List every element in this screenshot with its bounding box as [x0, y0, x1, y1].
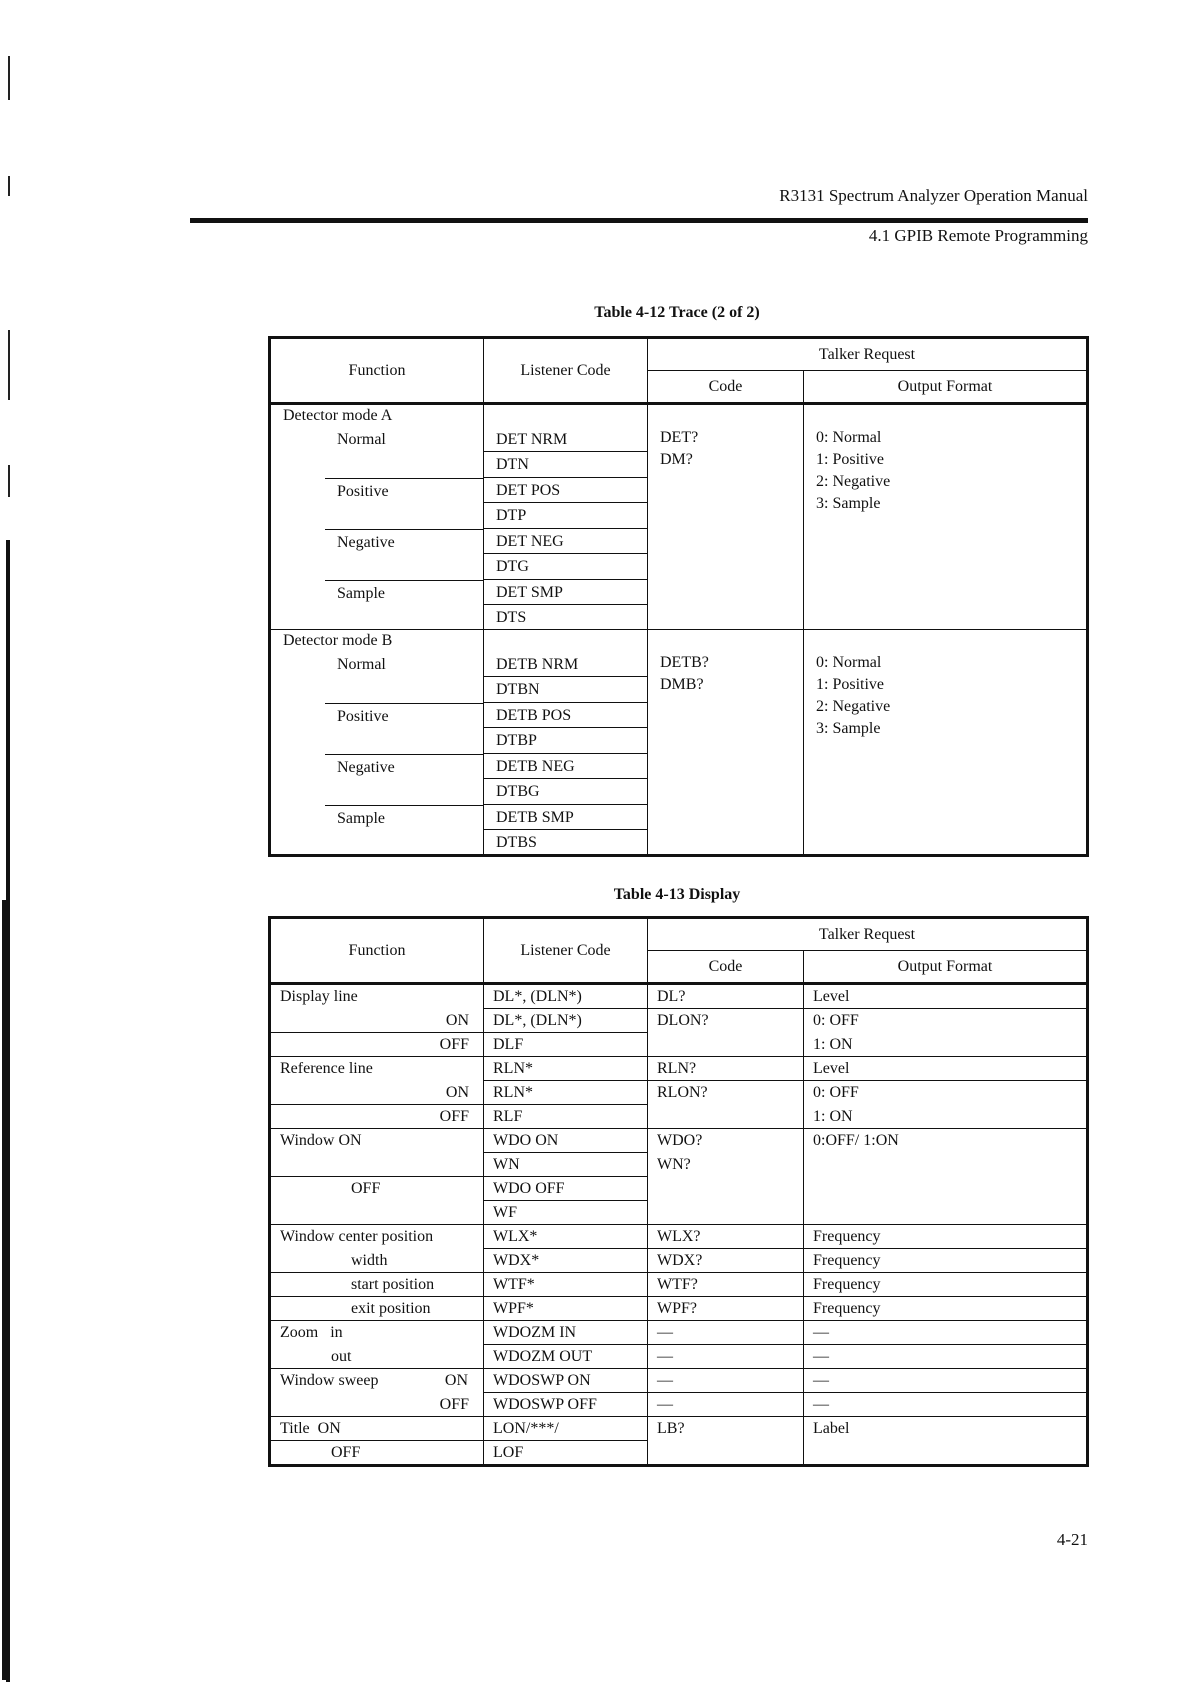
output-format: —	[804, 1393, 1088, 1417]
listener-code: DTS	[496, 609, 527, 626]
function-label	[270, 1369, 484, 1393]
table-row	[270, 1201, 1088, 1225]
talker-code: RLON?	[648, 1081, 804, 1105]
page-number: 4-21	[1056, 1530, 1088, 1549]
talker-code: DET?	[660, 429, 699, 446]
talker-code-empty	[648, 1105, 804, 1129]
output-format: 1: ON	[804, 1033, 1088, 1057]
trace-table	[268, 336, 1089, 857]
output-format: Label	[804, 1417, 1088, 1441]
header-function: Function	[270, 918, 484, 984]
table-row	[270, 1033, 1088, 1057]
header-output-format: Output Format	[804, 371, 1088, 404]
function-empty	[270, 1153, 484, 1177]
listener-code: WDOZM IN	[484, 1321, 648, 1345]
talker-code: WN?	[648, 1153, 804, 1177]
detector-mode-b-group	[270, 630, 1088, 856]
talker-code: WDO?	[648, 1129, 804, 1153]
output-format-line: 2: Negative	[816, 698, 891, 715]
listener-code: DETB NRM	[484, 652, 647, 677]
function-sub-label: OFF	[270, 1033, 484, 1057]
function-sub-label: OFF	[270, 1441, 484, 1466]
listener-code: WDOZM OUT	[484, 1345, 648, 1369]
listener-code: DTBS	[496, 834, 537, 851]
listener-code: WDO ON	[484, 1129, 648, 1153]
talker-code-empty	[648, 1177, 804, 1201]
function-sub-label: OFF	[270, 1105, 484, 1129]
zoom-label: Zoom	[280, 1324, 319, 1341]
listener-code: WDO OFF	[484, 1177, 648, 1201]
output-format-line: 3: Sample	[816, 720, 881, 737]
table-row	[270, 1057, 1088, 1081]
talker-code: DLON?	[648, 1009, 804, 1033]
output-format: Frequency	[804, 1273, 1088, 1297]
listener-code: DTBG	[484, 779, 647, 805]
function-label	[270, 1417, 484, 1441]
output-format: Level	[804, 1057, 1088, 1081]
listener-code: RLN*	[484, 1081, 648, 1105]
header-listener-code: Listener Code	[484, 338, 648, 404]
table-row	[270, 1393, 1088, 1417]
talker-code: RLN?	[648, 1057, 804, 1081]
table-row	[270, 1177, 1088, 1201]
function-sub-label: OFF	[270, 1393, 484, 1417]
output-format-empty	[804, 1201, 1088, 1225]
function-label: Display line	[270, 984, 484, 1009]
talker-code: —	[648, 1345, 804, 1369]
table-row	[270, 1321, 1088, 1345]
listener-code: WPF*	[484, 1297, 648, 1321]
listener-code: DET NRM	[484, 427, 647, 452]
talker-code-cell	[648, 630, 804, 856]
listener-code: LON/***/	[484, 1417, 648, 1441]
table-row	[270, 1249, 1088, 1273]
output-format-cell	[804, 630, 1088, 856]
listener-code: WTF*	[484, 1273, 648, 1297]
title-label: Title	[280, 1420, 310, 1437]
output-format: Frequency	[804, 1225, 1088, 1249]
listener-code: DET NEG	[484, 529, 647, 554]
output-format: 1: ON	[804, 1105, 1088, 1129]
listener-code-cell	[484, 630, 648, 856]
output-format-line: 1: Positive	[816, 676, 885, 693]
header-output-format: Output Format	[804, 951, 1088, 984]
zoom-in-label: in	[330, 1324, 343, 1341]
listener-code: DTN	[484, 452, 647, 478]
display-table	[268, 916, 1089, 1467]
output-format-line: 2: Negative	[816, 473, 891, 490]
detector-mode-a-group	[270, 404, 1088, 630]
function-sub-label: exit position	[270, 1297, 484, 1321]
header-code: Code	[648, 371, 804, 404]
header-talker-request: Talker Request	[648, 918, 1088, 951]
talker-code: DMB?	[660, 676, 704, 693]
listener-code: DTBN	[484, 677, 647, 703]
output-format-cell	[804, 404, 1088, 630]
header-function: Function	[270, 338, 484, 404]
function-sub-label: OFF	[270, 1177, 484, 1201]
function-sub-label: ON	[270, 1081, 484, 1105]
table-row	[270, 1441, 1088, 1466]
mode-label: Positive	[325, 479, 483, 530]
talker-code: WTF?	[648, 1273, 804, 1297]
output-format: Frequency	[804, 1249, 1088, 1273]
table-row	[270, 1345, 1088, 1369]
listener-code: DTG	[484, 554, 647, 580]
listener-code: DL*, (DLN*)	[484, 984, 648, 1009]
function-empty	[270, 1201, 484, 1225]
function-label: Window center position	[270, 1225, 484, 1249]
function-label	[270, 1321, 484, 1345]
table-row	[270, 1225, 1088, 1249]
table-row	[270, 1105, 1088, 1129]
output-format-line: 3: Sample	[816, 495, 881, 512]
mode-label: Negative	[325, 755, 483, 806]
table-row	[270, 1153, 1088, 1177]
listener-code: LOF	[484, 1441, 648, 1466]
talker-code: DM?	[660, 451, 693, 468]
function-cell	[270, 630, 484, 856]
mode-label: Sample	[337, 585, 385, 602]
output-format-empty	[804, 1177, 1088, 1201]
output-format: —	[804, 1345, 1088, 1369]
table-4-12-caption: Table 4-12 Trace (2 of 2)	[594, 304, 760, 321]
table-row	[270, 984, 1088, 1009]
manual-title: R3131 Spectrum Analyzer Operation Manual	[779, 186, 1088, 205]
mode-label: Normal	[325, 652, 483, 704]
header-rule	[190, 218, 1088, 223]
function-label: Window ON	[270, 1129, 484, 1153]
output-format: 0: OFF	[804, 1009, 1088, 1033]
table-row	[270, 1273, 1088, 1297]
talker-code: —	[648, 1321, 804, 1345]
mode-label: Positive	[325, 704, 483, 755]
talker-code: DL?	[648, 984, 804, 1009]
function-label: Reference line	[270, 1057, 484, 1081]
talker-code-cell	[648, 404, 804, 630]
listener-code: DETB POS	[484, 703, 647, 728]
function-sub-label: start position	[270, 1273, 484, 1297]
talker-code: WPF?	[648, 1297, 804, 1321]
listener-code: WDX*	[484, 1249, 648, 1273]
section-title: 4.1 GPIB Remote Programming	[868, 226, 1088, 245]
talker-code: DETB?	[660, 654, 709, 671]
listener-code-cell	[484, 404, 648, 630]
listener-code: DL*, (DLN*)	[484, 1009, 648, 1033]
talker-code: —	[648, 1393, 804, 1417]
table-row	[270, 1297, 1088, 1321]
header-listener-code: Listener Code	[484, 918, 648, 984]
mode-label: Normal	[325, 427, 483, 479]
output-format-line: 0: Normal	[816, 654, 882, 671]
function-cell	[270, 404, 484, 630]
output-format-empty	[804, 1153, 1088, 1177]
listener-code: WDOSWP ON	[484, 1369, 648, 1393]
talker-code: WLX?	[648, 1225, 804, 1249]
talker-code-empty	[648, 1201, 804, 1225]
table-row	[270, 1369, 1088, 1393]
table-4-13-caption: Table 4-13 Display	[613, 886, 741, 903]
talker-code: —	[648, 1369, 804, 1393]
listener-code: DETB SMP	[484, 805, 647, 830]
scan-edge-marks	[0, 0, 26, 1682]
listener-code: DLF	[484, 1033, 648, 1057]
header-talker-request: Talker Request	[648, 338, 1088, 371]
function-sub-label: width	[270, 1249, 484, 1273]
mode-label: Negative	[325, 530, 483, 581]
output-format: Frequency	[804, 1297, 1088, 1321]
output-format: 0: OFF	[804, 1081, 1088, 1105]
window-sweep-label: Window sweep	[280, 1372, 379, 1389]
listener-code: DET SMP	[484, 580, 647, 605]
output-format-line: 0: Normal	[816, 429, 882, 446]
table-row	[270, 1081, 1088, 1105]
group-label: Detector mode B	[283, 632, 393, 649]
listener-code: DTP	[484, 503, 647, 529]
talker-code: LB?	[648, 1417, 804, 1441]
talker-code-empty	[648, 1441, 804, 1466]
output-format-empty	[804, 1441, 1088, 1466]
listener-code: RLF	[484, 1105, 648, 1129]
talker-code-empty	[648, 1033, 804, 1057]
listener-code: WLX*	[484, 1225, 648, 1249]
function-sub-label: out	[270, 1345, 484, 1369]
output-format: 0:OFF/ 1:ON	[804, 1129, 1088, 1153]
output-format: —	[804, 1321, 1088, 1345]
table-row	[270, 1129, 1088, 1153]
listener-code: WF	[484, 1201, 648, 1225]
title-on-label: ON	[317, 1420, 341, 1437]
header-code: Code	[648, 951, 804, 984]
listener-code: RLN*	[484, 1057, 648, 1081]
listener-code: WN	[484, 1153, 648, 1177]
function-sub-label: ON	[270, 1009, 484, 1033]
mode-label: Sample	[337, 810, 385, 827]
output-format: —	[804, 1369, 1088, 1393]
table-row	[270, 1417, 1088, 1441]
table-row	[270, 1009, 1088, 1033]
listener-code: WDOSWP OFF	[484, 1393, 648, 1417]
output-format-line: 1: Positive	[816, 451, 885, 468]
listener-code: DET POS	[484, 478, 647, 503]
output-format: Level	[804, 984, 1088, 1009]
talker-code: WDX?	[648, 1249, 804, 1273]
group-label: Detector mode A	[283, 407, 393, 424]
listener-code: DETB NEG	[484, 754, 647, 779]
listener-code: DTBP	[484, 728, 647, 754]
window-sweep-on-label: ON	[444, 1372, 468, 1389]
